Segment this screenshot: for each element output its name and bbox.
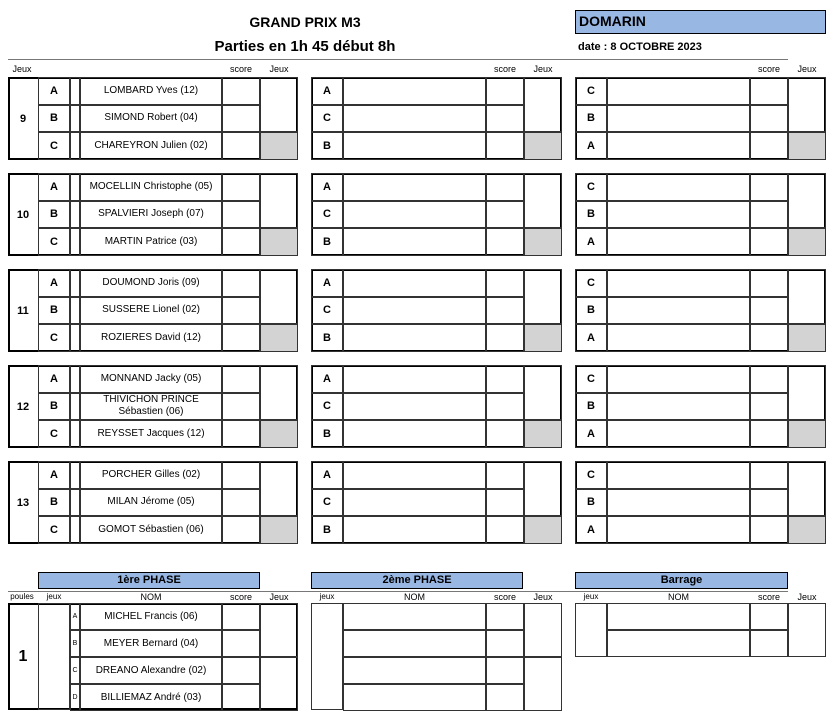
score-cell[interactable]: [486, 365, 524, 393]
barrage-score-cell[interactable]: [750, 630, 788, 657]
score-cell[interactable]: [486, 173, 524, 201]
score-col-header-2: score: [493, 64, 516, 74]
poule-player-name: MICHEL Francis (06): [80, 603, 222, 630]
name-cell[interactable]: [607, 228, 750, 256]
sheet-title: GRAND PRIX M3: [249, 14, 361, 30]
position-letter: B: [311, 516, 343, 544]
player-name: LOMBARD Yves (12): [80, 77, 222, 105]
position-letter: B: [575, 297, 607, 325]
barrage-banner: Barrage: [575, 572, 788, 589]
jeux-shaded-cell-2: [524, 132, 562, 160]
jeux-shaded-cell-2: [524, 516, 562, 544]
position-letter: B: [38, 201, 70, 229]
player-name: DOUMOND Joris (09): [80, 269, 222, 297]
score-cell[interactable]: [750, 297, 788, 325]
poule-score-cell[interactable]: [222, 684, 260, 711]
score-cell[interactable]: [222, 461, 260, 489]
score-cell[interactable]: [486, 297, 524, 325]
position-letter: A: [38, 461, 70, 489]
position-letter: A: [575, 132, 607, 160]
phase2-name-cell[interactable]: [343, 684, 486, 711]
score-cell[interactable]: [486, 461, 524, 489]
position-letter: C: [38, 420, 70, 448]
score-cell[interactable]: [486, 201, 524, 229]
spacer-cell: [70, 132, 80, 160]
poule-position-letter: D: [70, 684, 80, 711]
jeux-cell-2[interactable]: [524, 269, 562, 324]
poule-position-letter: C: [70, 657, 80, 684]
barrage-name-cell[interactable]: [607, 603, 750, 630]
score-header-b3: score: [757, 592, 780, 602]
score-cell[interactable]: [486, 489, 524, 517]
position-letter: A: [311, 77, 343, 105]
game-number: 9: [19, 112, 27, 125]
score-cell[interactable]: [486, 516, 524, 544]
player-name: MARTIN Patrice (03): [80, 228, 222, 256]
name-cell[interactable]: [607, 461, 750, 489]
score-cell[interactable]: [222, 132, 260, 160]
game-number: 11: [17, 304, 29, 317]
jeux-shaded-cell-1: [260, 420, 298, 448]
phase2-jeux-cell[interactable]: [311, 603, 343, 710]
score-cell[interactable]: [486, 420, 524, 448]
position-letter: C: [311, 105, 343, 133]
position-letter: B: [311, 324, 343, 352]
score-col-header-1: score: [229, 64, 252, 74]
score-cell[interactable]: [222, 201, 260, 229]
score-cell[interactable]: [750, 461, 788, 489]
position-letter: C: [311, 297, 343, 325]
score-cell[interactable]: [750, 489, 788, 517]
position-letter: A: [311, 173, 343, 201]
spacer-cell: [70, 393, 80, 421]
position-letter: B: [311, 228, 343, 256]
score-cell[interactable]: [750, 393, 788, 421]
name-cell[interactable]: [343, 173, 486, 201]
club-name-box: DOMARIN: [575, 10, 826, 34]
position-letter: A: [575, 228, 607, 256]
jeux-shaded-cell-2: [524, 324, 562, 352]
poule-player-name: BILLIEMAZ André (03): [80, 684, 222, 711]
jeux-lower-header-2: jeux: [319, 592, 335, 601]
score-cell[interactable]: [750, 269, 788, 297]
jeux-shaded-cell-3: [788, 324, 826, 352]
jeux-cell-3[interactable]: [788, 173, 826, 228]
name-cell[interactable]: [343, 105, 486, 133]
score-cell[interactable]: [486, 393, 524, 421]
position-letter: C: [38, 228, 70, 256]
spacer-cell: [70, 201, 80, 229]
score-cell[interactable]: [750, 173, 788, 201]
score-cell[interactable]: [750, 365, 788, 393]
phase2-score-cell[interactable]: [486, 657, 524, 684]
game-number: 13: [16, 496, 30, 509]
spacer-cell: [70, 269, 80, 297]
poule-jeux-total-2[interactable]: [260, 657, 298, 711]
score-cell[interactable]: [486, 228, 524, 256]
position-letter: A: [575, 516, 607, 544]
name-cell[interactable]: [343, 393, 486, 421]
jeux-cell-2[interactable]: [524, 365, 562, 420]
spacer-cell: [70, 489, 80, 517]
jeux-header-b1: Jeux: [269, 592, 289, 602]
nom-header-2: NOM: [404, 592, 425, 602]
position-letter: A: [575, 324, 607, 352]
jeux-cell-1[interactable]: [260, 269, 298, 324]
position-letter: C: [575, 269, 607, 297]
score-cell[interactable]: [750, 105, 788, 133]
name-cell[interactable]: [343, 420, 486, 448]
position-letter: B: [311, 132, 343, 160]
name-cell[interactable]: [607, 393, 750, 421]
jeux-shaded-cell-1: [260, 228, 298, 256]
position-letter: A: [311, 269, 343, 297]
score-cell[interactable]: [222, 324, 260, 352]
name-cell[interactable]: [343, 324, 486, 352]
position-letter: B: [38, 105, 70, 133]
jeux-shaded-cell-1: [260, 132, 298, 160]
spacer-cell: [70, 173, 80, 201]
poule-position-letter: B: [70, 630, 80, 657]
score-header-b2: score: [493, 592, 516, 602]
name-cell[interactable]: [343, 365, 486, 393]
position-letter: C: [38, 132, 70, 160]
score-cell[interactable]: [486, 269, 524, 297]
position-letter: B: [38, 297, 70, 325]
position-letter: C: [575, 77, 607, 105]
jeux-shaded-cell-2: [524, 228, 562, 256]
spacer-cell: [70, 297, 80, 325]
name-cell[interactable]: [607, 324, 750, 352]
poule-score-cell[interactable]: [222, 603, 260, 630]
jeux-cell-2[interactable]: [524, 173, 562, 228]
position-letter: B: [575, 105, 607, 133]
player-name: SUSSERE Lionel (02): [80, 297, 222, 325]
name-cell[interactable]: [607, 297, 750, 325]
spacer-cell: [70, 228, 80, 256]
score-cell[interactable]: [750, 516, 788, 544]
position-letter: A: [575, 420, 607, 448]
score-cell[interactable]: [222, 228, 260, 256]
nom-header-3: NOM: [668, 592, 689, 602]
score-cell[interactable]: [222, 516, 260, 544]
player-name: REYSSET Jacques (12): [80, 420, 222, 448]
poule-number: 1: [18, 647, 28, 665]
name-cell[interactable]: [607, 365, 750, 393]
header-divider: [8, 59, 788, 60]
name-cell[interactable]: [607, 77, 750, 105]
player-name: MONNAND Jacky (05): [80, 365, 222, 393]
player-name: ROZIERES David (12): [80, 324, 222, 352]
score-cell[interactable]: [750, 228, 788, 256]
name-cell[interactable]: [607, 105, 750, 133]
position-letter: C: [311, 489, 343, 517]
jeux-shaded-cell-3: [788, 420, 826, 448]
position-letter: B: [38, 489, 70, 517]
jeux-cell-1[interactable]: [260, 173, 298, 228]
score-cell[interactable]: [222, 173, 260, 201]
score-cell[interactable]: [222, 77, 260, 105]
phase2-name-cell[interactable]: [343, 603, 486, 630]
barrage-name-cell[interactable]: [607, 630, 750, 657]
spacer-cell: [70, 77, 80, 105]
name-cell[interactable]: [343, 489, 486, 517]
jeux-header-b3: Jeux: [797, 592, 817, 602]
poule-jeux-total-1[interactable]: [260, 603, 298, 657]
games-col-header: Jeux: [12, 64, 32, 74]
player-name: PORCHER Gilles (02): [80, 461, 222, 489]
name-cell[interactable]: [607, 420, 750, 448]
spacer-cell: [70, 365, 80, 393]
poule-jeux-cell[interactable]: [38, 603, 70, 710]
jeux-cell-1[interactable]: [260, 365, 298, 420]
poule-position-letter: A: [70, 603, 80, 630]
jeux-cell-2[interactable]: [524, 461, 562, 516]
player-name: SIMOND Robert (04): [80, 105, 222, 133]
name-cell[interactable]: [343, 461, 486, 489]
name-cell[interactable]: [343, 132, 486, 160]
barrage-jeux-cell[interactable]: [575, 603, 607, 657]
score-cell[interactable]: [486, 132, 524, 160]
position-letter: A: [38, 269, 70, 297]
spacer-cell: [70, 324, 80, 352]
phase2-jeux-total-2[interactable]: [524, 657, 562, 711]
position-letter: A: [38, 77, 70, 105]
jeux-cell-2[interactable]: [524, 77, 562, 132]
phase2-score-cell[interactable]: [486, 603, 524, 630]
jeux-cell-1[interactable]: [260, 77, 298, 132]
position-letter: C: [311, 201, 343, 229]
jeux-lower-header-1: jeux: [46, 592, 62, 601]
spacer-cell: [70, 461, 80, 489]
phase2-name-cell[interactable]: [343, 657, 486, 684]
position-letter: B: [575, 489, 607, 517]
score-cell[interactable]: [750, 201, 788, 229]
player-name: THIVICHON PRINCE Sébastien (06): [80, 393, 222, 421]
name-cell[interactable]: [343, 297, 486, 325]
jeux-shaded-cell-3: [788, 228, 826, 256]
name-cell[interactable]: [607, 489, 750, 517]
score-cell[interactable]: [750, 420, 788, 448]
name-cell[interactable]: [343, 201, 486, 229]
name-cell[interactable]: [607, 132, 750, 160]
poules-header: poules: [10, 592, 34, 601]
nom-header-1: NOM: [140, 592, 162, 602]
position-letter: C: [311, 393, 343, 421]
score-header-b1: score: [229, 592, 252, 602]
poule-score-cell[interactable]: [222, 657, 260, 684]
jeux-cell-3[interactable]: [788, 461, 826, 516]
phase1-banner: 1ère PHASE: [38, 572, 260, 589]
position-letter: B: [575, 201, 607, 229]
spacer-cell: [70, 105, 80, 133]
position-letter: C: [38, 324, 70, 352]
score-cell[interactable]: [750, 324, 788, 352]
name-cell[interactable]: [343, 228, 486, 256]
game-number: 10: [16, 208, 30, 221]
position-letter: B: [575, 393, 607, 421]
jeux-cell-1[interactable]: [260, 461, 298, 516]
poule-player-name: DREANO Alexandre (02): [80, 657, 222, 684]
poule-score-cell[interactable]: [222, 630, 260, 657]
jeux-shaded-cell-3: [788, 132, 826, 160]
name-cell[interactable]: [607, 173, 750, 201]
name-cell[interactable]: [343, 516, 486, 544]
position-letter: A: [38, 173, 70, 201]
game-number: 12: [16, 400, 30, 413]
score-cell[interactable]: [750, 77, 788, 105]
name-cell[interactable]: [607, 516, 750, 544]
name-cell[interactable]: [607, 201, 750, 229]
jeux-cell-3[interactable]: [788, 365, 826, 420]
jeux-col-header-1: Jeux: [269, 64, 289, 74]
jeux-shaded-cell-1: [260, 324, 298, 352]
player-name: GOMOT Sébastien (06): [80, 516, 222, 544]
score-cell[interactable]: [750, 132, 788, 160]
phase2-score-cell[interactable]: [486, 630, 524, 657]
player-name: MILAN Jérome (05): [80, 489, 222, 517]
score-cell[interactable]: [222, 393, 260, 421]
spacer-cell: [70, 516, 80, 544]
jeux-shaded-cell-3: [788, 516, 826, 544]
position-letter: C: [575, 173, 607, 201]
score-cell[interactable]: [222, 297, 260, 325]
position-letter: C: [38, 516, 70, 544]
position-letter: A: [311, 365, 343, 393]
jeux-cell-3[interactable]: [788, 77, 826, 132]
name-cell[interactable]: [343, 77, 486, 105]
phase2-banner: 2ème PHASE: [311, 572, 523, 589]
position-letter: B: [38, 393, 70, 421]
name-cell[interactable]: [343, 269, 486, 297]
score-col-header-3: score: [757, 64, 780, 74]
score-cell[interactable]: [486, 324, 524, 352]
barrage-jeux-total[interactable]: [788, 603, 826, 657]
position-letter: C: [575, 365, 607, 393]
barrage-score-cell[interactable]: [750, 603, 788, 630]
name-cell[interactable]: [607, 269, 750, 297]
score-cell[interactable]: [222, 365, 260, 393]
jeux-header-b2: Jeux: [533, 592, 553, 602]
event-date: date : 8 OCTOBRE 2023: [578, 41, 702, 53]
position-letter: A: [38, 365, 70, 393]
position-letter: A: [311, 461, 343, 489]
score-cell[interactable]: [486, 77, 524, 105]
phase2-score-cell[interactable]: [486, 684, 524, 711]
player-name: MOCELLIN Christophe (05): [80, 173, 222, 201]
player-name: SPALVIERI Joseph (07): [80, 201, 222, 229]
score-cell[interactable]: [222, 269, 260, 297]
jeux-cell-3[interactable]: [788, 269, 826, 324]
score-cell[interactable]: [222, 105, 260, 133]
position-letter: B: [311, 420, 343, 448]
position-letter: C: [575, 461, 607, 489]
jeux-shaded-cell-2: [524, 420, 562, 448]
jeux-col-header-2: Jeux: [533, 64, 553, 74]
score-cell[interactable]: [222, 489, 260, 517]
jeux-lower-header-3: jeux: [583, 592, 599, 601]
score-cell[interactable]: [486, 105, 524, 133]
jeux-shaded-cell-1: [260, 516, 298, 544]
sheet-subtitle: Parties en 1h 45 début 8h: [214, 38, 396, 55]
player-name: CHAREYRON Julien (02): [80, 132, 222, 160]
score-cell[interactable]: [222, 420, 260, 448]
spacer-cell: [70, 420, 80, 448]
phase2-name-cell[interactable]: [343, 630, 486, 657]
poule-player-name: MEYER Bernard (04): [80, 630, 222, 657]
jeux-col-header-3: Jeux: [797, 64, 817, 74]
phase2-jeux-total-1[interactable]: [524, 603, 562, 657]
